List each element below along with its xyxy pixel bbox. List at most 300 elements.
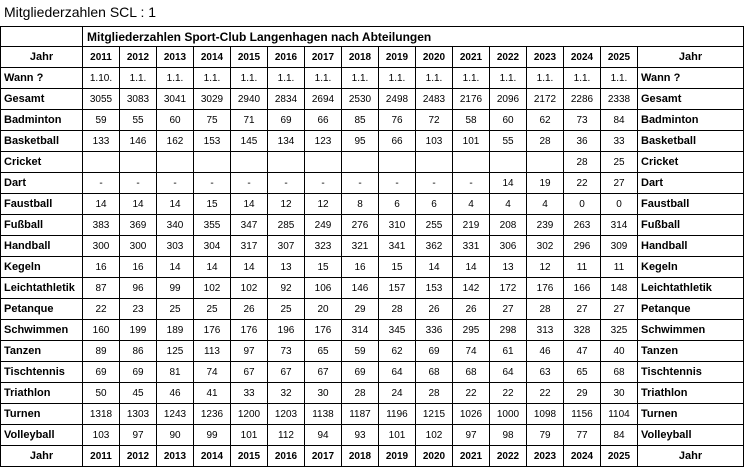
value-cell [157, 152, 194, 173]
value-cell: 15 [379, 257, 416, 278]
value-cell: 67 [231, 362, 268, 383]
value-cell: 309 [601, 236, 638, 257]
caption-spacer-cell [1, 27, 83, 47]
year-cell: 2022 [490, 47, 527, 68]
value-cell: 298 [490, 320, 527, 341]
value-cell: 14 [231, 257, 268, 278]
value-cell: 67 [305, 362, 342, 383]
year-cell: 2020 [416, 446, 453, 467]
value-cell: 99 [157, 278, 194, 299]
caption-row [1, 27, 744, 47]
row-label: Badminton [1, 110, 83, 131]
value-cell: 1.1. [527, 68, 564, 89]
value-cell: 325 [601, 320, 638, 341]
value-cell: 101 [379, 425, 416, 446]
table-row [1, 110, 744, 131]
value-cell: 14 [416, 257, 453, 278]
row-label-right: Handball [638, 236, 744, 257]
table-row [1, 68, 744, 89]
year-cell: 2019 [379, 47, 416, 68]
value-cell: 14 [157, 257, 194, 278]
value-cell: 64 [379, 362, 416, 383]
row-label-right: Volleyball [638, 425, 744, 446]
year-cell: 2013 [157, 446, 194, 467]
value-cell: 296 [564, 236, 601, 257]
value-cell: 73 [564, 110, 601, 131]
value-cell: 66 [379, 131, 416, 152]
row-label-right: Tischtennis [638, 362, 744, 383]
table-row [1, 173, 744, 194]
value-cell: 74 [194, 362, 231, 383]
value-cell: 133 [83, 131, 120, 152]
row-label: Gesamt [1, 89, 83, 110]
value-cell: - [305, 173, 342, 194]
value-cell: 79 [527, 425, 564, 446]
value-cell: 33 [601, 131, 638, 152]
value-cell: 95 [342, 131, 379, 152]
value-cell: 323 [305, 236, 342, 257]
value-cell: 285 [268, 215, 305, 236]
value-cell: 383 [83, 215, 120, 236]
value-cell: 24 [379, 383, 416, 404]
row-label-right: Petanque [638, 299, 744, 320]
value-cell: 62 [527, 110, 564, 131]
value-cell: 160 [83, 320, 120, 341]
value-cell: 1215 [416, 404, 453, 425]
year-header-label-right: Jahr [638, 47, 744, 68]
value-cell: 69 [268, 110, 305, 131]
value-cell: 81 [157, 362, 194, 383]
value-cell: 86 [120, 341, 157, 362]
value-cell: 25 [268, 299, 305, 320]
value-cell: 84 [601, 425, 638, 446]
value-cell: 1000 [490, 404, 527, 425]
value-cell: 20 [305, 299, 342, 320]
value-cell: 26 [453, 299, 490, 320]
table-row [1, 131, 744, 152]
value-cell: - [342, 173, 379, 194]
row-label-right: Badminton [638, 110, 744, 131]
page-title: Mitgliederzahlen SCL : 1 [4, 4, 157, 20]
value-cell: 30 [601, 383, 638, 404]
value-cell: 74 [453, 341, 490, 362]
value-cell: 300 [83, 236, 120, 257]
value-cell: 303 [157, 236, 194, 257]
value-cell: 314 [601, 215, 638, 236]
value-cell: 1.1. [194, 68, 231, 89]
value-cell: 68 [416, 362, 453, 383]
value-cell: 46 [157, 383, 194, 404]
value-cell: 27 [490, 299, 527, 320]
value-cell: 276 [342, 215, 379, 236]
value-cell: 306 [490, 236, 527, 257]
row-label: Faustball [1, 194, 83, 215]
row-label: Dart [1, 173, 83, 194]
value-cell: 28 [527, 299, 564, 320]
value-cell: 313 [527, 320, 564, 341]
year-cell: 2025 [601, 47, 638, 68]
value-cell: 25 [194, 299, 231, 320]
value-cell: - [453, 173, 490, 194]
value-cell: 1236 [194, 404, 231, 425]
value-cell: 13 [268, 257, 305, 278]
value-cell: 69 [342, 362, 379, 383]
value-cell: 2498 [379, 89, 416, 110]
value-cell: 176 [305, 320, 342, 341]
row-label: Triathlon [1, 383, 83, 404]
value-cell: 3055 [83, 89, 120, 110]
value-cell: 3083 [120, 89, 157, 110]
value-cell: 1187 [342, 404, 379, 425]
year-cell: 2017 [305, 47, 342, 68]
value-cell: 64 [490, 362, 527, 383]
value-cell: 263 [564, 215, 601, 236]
value-cell: 166 [564, 278, 601, 299]
value-cell: 30 [305, 383, 342, 404]
value-cell: 59 [342, 341, 379, 362]
table-row [1, 278, 744, 299]
value-cell: 1104 [601, 404, 638, 425]
value-cell: 302 [527, 236, 564, 257]
year-cell: 2024 [564, 446, 601, 467]
year-cell: 2013 [157, 47, 194, 68]
value-cell: 2940 [231, 89, 268, 110]
value-cell: 73 [268, 341, 305, 362]
row-label-right: Schwimmen [638, 320, 744, 341]
value-cell: 2483 [416, 89, 453, 110]
value-cell: 314 [342, 320, 379, 341]
row-label-right: Wann ? [638, 68, 744, 89]
value-cell: 28 [342, 383, 379, 404]
table-row [1, 425, 744, 446]
value-cell [268, 152, 305, 173]
value-cell [453, 152, 490, 173]
value-cell: 60 [490, 110, 527, 131]
value-cell [305, 152, 342, 173]
value-cell: 22 [453, 383, 490, 404]
value-cell: - [231, 173, 268, 194]
value-cell: 25 [157, 299, 194, 320]
value-cell: 196 [268, 320, 305, 341]
value-cell: 58 [453, 110, 490, 131]
year-cell: 2016 [268, 47, 305, 68]
value-cell: 60 [157, 110, 194, 131]
value-cell [120, 152, 157, 173]
year-cell: 2012 [120, 47, 157, 68]
value-cell: 321 [342, 236, 379, 257]
value-cell: 12 [527, 257, 564, 278]
value-cell: 69 [83, 362, 120, 383]
value-cell: 2096 [490, 89, 527, 110]
table-row [1, 152, 744, 173]
value-cell: 341 [379, 236, 416, 257]
value-cell: 317 [231, 236, 268, 257]
value-cell: 1138 [305, 404, 342, 425]
value-cell: 208 [490, 215, 527, 236]
value-cell: 255 [416, 215, 453, 236]
value-cell: 99 [194, 425, 231, 446]
value-cell: 25 [601, 152, 638, 173]
row-label-right: Dart [638, 173, 744, 194]
value-cell: 32 [268, 383, 305, 404]
value-cell: 14 [120, 194, 157, 215]
value-cell: 3041 [157, 89, 194, 110]
row-label-right: Basketball [638, 131, 744, 152]
year-cell: 2017 [305, 446, 342, 467]
value-cell: 40 [601, 341, 638, 362]
row-label-right: Triathlon [638, 383, 744, 404]
value-cell: 84 [601, 110, 638, 131]
value-cell: 27 [564, 299, 601, 320]
value-cell: 153 [416, 278, 453, 299]
value-cell: 102 [194, 278, 231, 299]
value-cell: 16 [342, 257, 379, 278]
value-cell: 239 [527, 215, 564, 236]
row-label: Fußball [1, 215, 83, 236]
value-cell: 65 [305, 341, 342, 362]
value-cell: 1203 [268, 404, 305, 425]
value-cell: 1.1. [453, 68, 490, 89]
value-cell: 72 [416, 110, 453, 131]
value-cell: 189 [157, 320, 194, 341]
value-cell: 27 [601, 299, 638, 320]
value-cell: 41 [194, 383, 231, 404]
row-label-right: Turnen [638, 404, 744, 425]
value-cell: 76 [379, 110, 416, 131]
year-cell: 2021 [453, 47, 490, 68]
year-header-label: Jahr [1, 446, 83, 467]
value-cell: 3029 [194, 89, 231, 110]
row-label-right: Gesamt [638, 89, 744, 110]
value-cell: 1.1. [342, 68, 379, 89]
value-cell: 1196 [379, 404, 416, 425]
value-cell: 59 [83, 110, 120, 131]
value-cell: 1.10. [83, 68, 120, 89]
value-cell: 145 [231, 131, 268, 152]
value-cell: - [416, 173, 453, 194]
value-cell: 125 [157, 341, 194, 362]
value-cell: 1.1. [601, 68, 638, 89]
row-label-right: Leichtathletik [638, 278, 744, 299]
value-cell: 102 [231, 278, 268, 299]
value-cell: 355 [194, 215, 231, 236]
value-cell: 26 [416, 299, 453, 320]
value-cell: 46 [527, 341, 564, 362]
value-cell: 157 [379, 278, 416, 299]
row-label: Leichtathletik [1, 278, 83, 299]
value-cell: 85 [342, 110, 379, 131]
value-cell: 362 [416, 236, 453, 257]
value-cell: 68 [601, 362, 638, 383]
value-cell: 1.1. [231, 68, 268, 89]
value-cell: 87 [83, 278, 120, 299]
value-cell [490, 152, 527, 173]
value-cell: 69 [416, 341, 453, 362]
value-cell: 148 [601, 278, 638, 299]
value-cell: - [120, 173, 157, 194]
value-cell: 29 [342, 299, 379, 320]
value-cell: 28 [564, 152, 601, 173]
row-label: Volleyball [1, 425, 83, 446]
value-cell: 11 [601, 257, 638, 278]
table-caption: Mitgliederzahlen Sport-Club Langenhagen nach Abteilungen [83, 27, 744, 47]
value-cell: 6 [416, 194, 453, 215]
value-cell: 123 [305, 131, 342, 152]
value-cell: 22 [83, 299, 120, 320]
value-cell: 106 [305, 278, 342, 299]
header-row-top [1, 47, 744, 68]
value-cell: 89 [83, 341, 120, 362]
value-cell: 62 [379, 341, 416, 362]
row-label: Cricket [1, 152, 83, 173]
value-cell: 28 [527, 131, 564, 152]
value-cell: 1.1. [305, 68, 342, 89]
year-cell: 2022 [490, 446, 527, 467]
value-cell: 93 [342, 425, 379, 446]
row-label-right: Tanzen [638, 341, 744, 362]
value-cell: 94 [305, 425, 342, 446]
value-cell: 199 [120, 320, 157, 341]
value-cell: 14 [194, 257, 231, 278]
value-cell: 15 [305, 257, 342, 278]
value-cell: 113 [194, 341, 231, 362]
value-cell: 1.1. [268, 68, 305, 89]
table-row [1, 383, 744, 404]
value-cell: 92 [268, 278, 305, 299]
year-cell: 2025 [601, 446, 638, 467]
year-header-label: Jahr [1, 47, 83, 68]
year-cell: 2021 [453, 446, 490, 467]
value-cell: 8 [342, 194, 379, 215]
year-cell: 2011 [83, 446, 120, 467]
year-cell: 2018 [342, 446, 379, 467]
value-cell: - [268, 173, 305, 194]
value-cell: 2834 [268, 89, 305, 110]
value-cell: 2694 [305, 89, 342, 110]
value-cell: 26 [231, 299, 268, 320]
row-label: Handball [1, 236, 83, 257]
year-cell: 2014 [194, 47, 231, 68]
value-cell: 307 [268, 236, 305, 257]
value-cell: 45 [120, 383, 157, 404]
value-cell [416, 152, 453, 173]
table-row [1, 362, 744, 383]
value-cell: 4 [527, 194, 564, 215]
year-cell: 2019 [379, 446, 416, 467]
value-cell: 0 [564, 194, 601, 215]
value-cell: 12 [268, 194, 305, 215]
year-cell: 2012 [120, 446, 157, 467]
row-label-right: Fußball [638, 215, 744, 236]
value-cell: 153 [194, 131, 231, 152]
value-cell: 369 [120, 215, 157, 236]
value-cell: 50 [83, 383, 120, 404]
value-cell: 1200 [231, 404, 268, 425]
row-label: Wann ? [1, 68, 83, 89]
value-cell: 98 [490, 425, 527, 446]
header-row-bottom [1, 446, 744, 467]
row-label: Schwimmen [1, 320, 83, 341]
value-cell: 47 [564, 341, 601, 362]
value-cell: 345 [379, 320, 416, 341]
row-label: Petanque [1, 299, 83, 320]
value-cell: 295 [453, 320, 490, 341]
value-cell: 249 [305, 215, 342, 236]
row-label-right: Kegeln [638, 257, 744, 278]
year-cell: 2016 [268, 446, 305, 467]
value-cell: 65 [564, 362, 601, 383]
value-cell: 172 [490, 278, 527, 299]
value-cell [527, 152, 564, 173]
value-cell: 11 [564, 257, 601, 278]
value-cell: 300 [120, 236, 157, 257]
year-cell: 2015 [231, 47, 268, 68]
value-cell: 4 [490, 194, 527, 215]
row-label: Turnen [1, 404, 83, 425]
value-cell: 112 [268, 425, 305, 446]
year-cell: 2024 [564, 47, 601, 68]
value-cell: 29 [564, 383, 601, 404]
value-cell: 2338 [601, 89, 638, 110]
value-cell [379, 152, 416, 173]
value-cell: 97 [120, 425, 157, 446]
value-cell: 142 [453, 278, 490, 299]
year-cell: 2015 [231, 446, 268, 467]
value-cell: 101 [231, 425, 268, 446]
value-cell: 12 [305, 194, 342, 215]
value-cell: 22 [490, 383, 527, 404]
value-cell: 23 [120, 299, 157, 320]
table-row [1, 341, 744, 362]
value-cell: 336 [416, 320, 453, 341]
value-cell [83, 152, 120, 173]
table-row [1, 320, 744, 341]
value-cell: 90 [157, 425, 194, 446]
value-cell: 162 [157, 131, 194, 152]
value-cell: 14 [157, 194, 194, 215]
value-cell: 19 [527, 173, 564, 194]
value-cell: 16 [83, 257, 120, 278]
value-cell [194, 152, 231, 173]
value-cell: 96 [120, 278, 157, 299]
table-row [1, 89, 744, 110]
year-cell: 2020 [416, 47, 453, 68]
value-cell: 14 [231, 194, 268, 215]
year-cell: 2023 [527, 446, 564, 467]
value-cell: 1243 [157, 404, 194, 425]
row-label: Tanzen [1, 341, 83, 362]
row-label-right: Cricket [638, 152, 744, 173]
value-cell: 77 [564, 425, 601, 446]
value-cell: 66 [305, 110, 342, 131]
value-cell: 75 [194, 110, 231, 131]
value-cell: 36 [564, 131, 601, 152]
value-cell: 33 [231, 383, 268, 404]
value-cell: 1098 [527, 404, 564, 425]
value-cell: - [379, 173, 416, 194]
value-cell: 1.1. [564, 68, 601, 89]
value-cell: 101 [453, 131, 490, 152]
value-cell: 340 [157, 215, 194, 236]
value-cell: 55 [490, 131, 527, 152]
value-cell: 55 [120, 110, 157, 131]
value-cell: 69 [120, 362, 157, 383]
value-cell: 22 [527, 383, 564, 404]
value-cell: 1.1. [490, 68, 527, 89]
value-cell: 1.1. [157, 68, 194, 89]
value-cell: 68 [453, 362, 490, 383]
year-cell: 2014 [194, 446, 231, 467]
